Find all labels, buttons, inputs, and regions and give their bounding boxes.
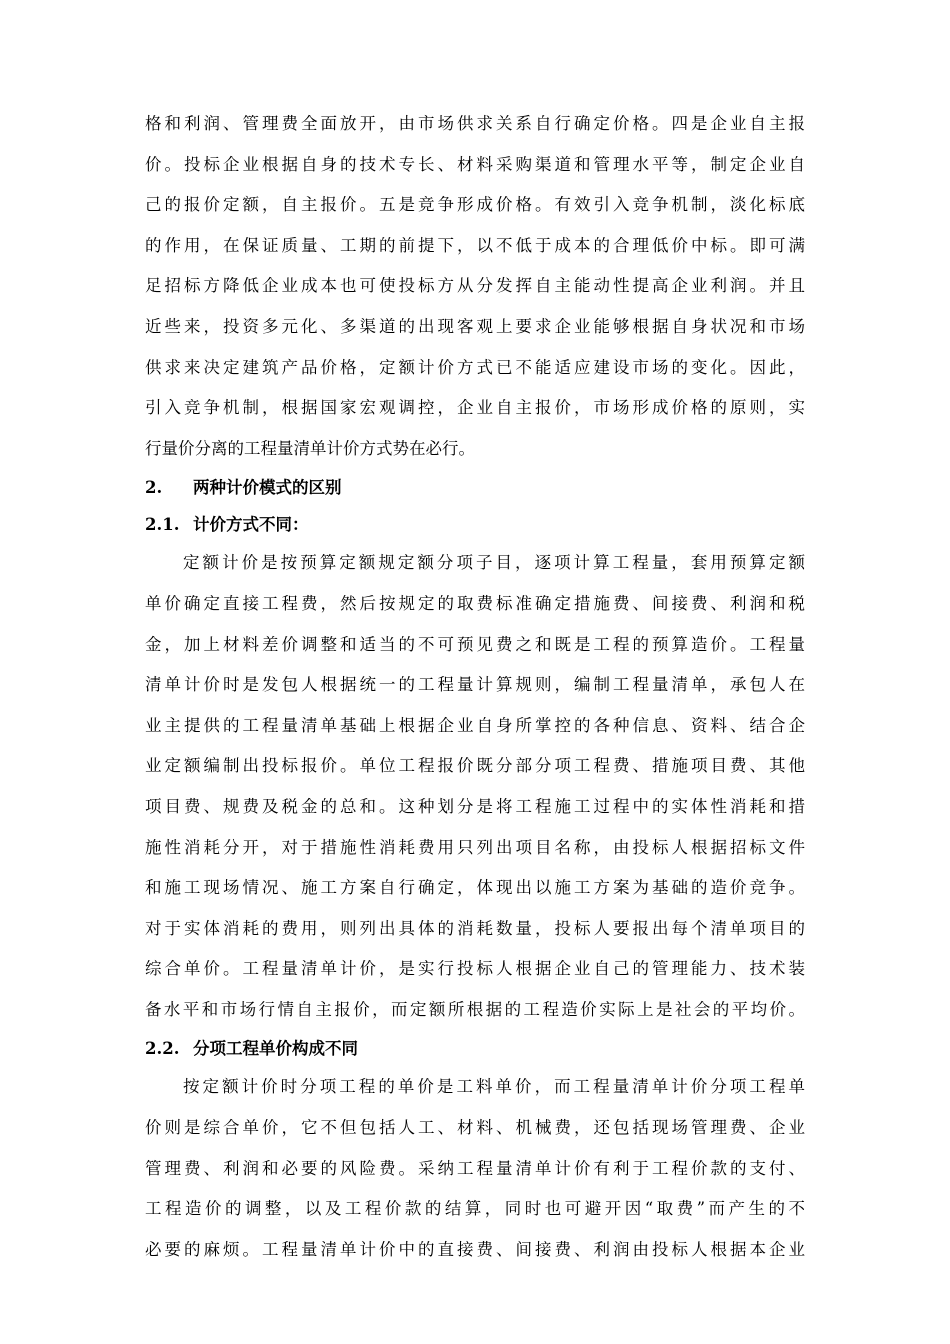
text-line: 对于实体消耗的费用，则列出具体的消耗数量，投标人要报出每个清单项目的 xyxy=(145,918,805,938)
text-line: 行量价分离的工程量清单计价方式势在必行。 xyxy=(145,438,475,458)
text-line: 清单计价时是发包人根据统一的工程量计算规则，编制工程量清单，承包人在 xyxy=(145,675,805,695)
section-title: 计价方式不同： xyxy=(193,515,309,535)
text-line: 业主提供的工程量清单基础上根据企业自身所掌控的各种信息、资料、结合企 xyxy=(145,715,805,735)
text-line: 价。投标企业根据自身的技术专长、材料采购渠道和管理水平等，制定企业自 xyxy=(145,154,805,174)
text-line: 管理费、利润和必要的风险费。采纳工程量清单计价有利于工程价款的支付、 xyxy=(145,1158,805,1178)
text-line: 必要的麻烦。工程量清单计价中的直接费、间接费、利润由投标人根据本企业 xyxy=(145,1239,805,1259)
text-line: 引入竞争机制，根据国家宏观调控，企业自主报价，市场形成价格的原则，实 xyxy=(145,398,805,418)
text-line: 综合单价。工程量清单计价，是实行投标人根据企业自己的管理能力、技术装 xyxy=(145,959,805,979)
text-line: 价则是综合单价，它不但包括人工、材料、机械费，还包括现场管理费、企业 xyxy=(145,1118,805,1138)
text-line: 足招标方降低企业成本也可使投标方从分发挥自主能动性提高企业利润。并且 xyxy=(145,276,805,296)
text-line: 的作用，在保证质量、工期的前提下，以不低于成本的合理低价中标。即可满 xyxy=(145,235,805,255)
text-line: 项目费、规费及税金的总和。这种划分是将工程施工过程中的实体性消耗和措 xyxy=(145,796,805,816)
text-line: 己的报价定额，自主报价。五是竞争形成价格。有效引入竞争机制，淡化标底 xyxy=(145,195,805,215)
paragraph-2 xyxy=(145,543,805,1030)
text-line: 业定额编制出投标报价。单位工程报价既分部分项工程费、措施项目费、其他 xyxy=(145,756,805,776)
paragraph-3 xyxy=(145,1067,805,1270)
paragraph-1 xyxy=(145,104,805,469)
text-line: 格和利润、管理费全面放开，由市场供求关系自行确定价格。四是企业自主报 xyxy=(145,114,805,133)
section-title: 分项工程单价构成不同 xyxy=(193,1039,358,1059)
section-heading-2 xyxy=(145,469,805,506)
text-line: 供求来决定建筑产品价格，定额计价方式已不能适应建设市场的变化。因此， xyxy=(145,357,805,377)
text-line: 按定额计价时分项工程的单价是工料单价，而工程量清单计价分项工程单 xyxy=(183,1077,805,1097)
section-number: 2.2. xyxy=(145,1039,180,1059)
section-heading-2-2 xyxy=(145,1030,805,1067)
text-line: 和施工现场情况、施工方案自行确定，体现出以施工方案为基础的造价竞争。 xyxy=(145,878,805,898)
section-heading-2-1 xyxy=(145,506,805,543)
section-title: 两种计价模式的区别 xyxy=(193,478,342,498)
text-line: 备水平和市场行情自主报价，而定额所根据的工程造价实际上是社会的平均价。 xyxy=(145,999,805,1019)
document-body xyxy=(145,104,805,1270)
section-number: 2.1. xyxy=(145,515,180,535)
text-line: 工程造价的调整，以及工程价款的结算，同时也可避开因“取费”而产生的不 xyxy=(145,1199,805,1219)
text-line: 单价确定直接工程费，然后按规定的取费标准确定措施费、间接费、利润和税 xyxy=(145,593,805,613)
section-number: 2. xyxy=(145,478,163,498)
text-line: 金，加上材料差价调整和适当的不可预见费之和既是工程的预算造价。工程量 xyxy=(145,634,805,654)
text-line: 施性消耗分开，对于措施性消耗费用只列出项目名称，由投标人根据招标文件 xyxy=(145,837,805,857)
text-line: 近些来，投资多元化、多渠道的出现客观上要求企业能够根据自身状况和市场 xyxy=(145,316,805,336)
text-line: 定额计价是按预算定额规定额分项子目，逐项计算工程量，套用预算定额 xyxy=(183,553,805,573)
